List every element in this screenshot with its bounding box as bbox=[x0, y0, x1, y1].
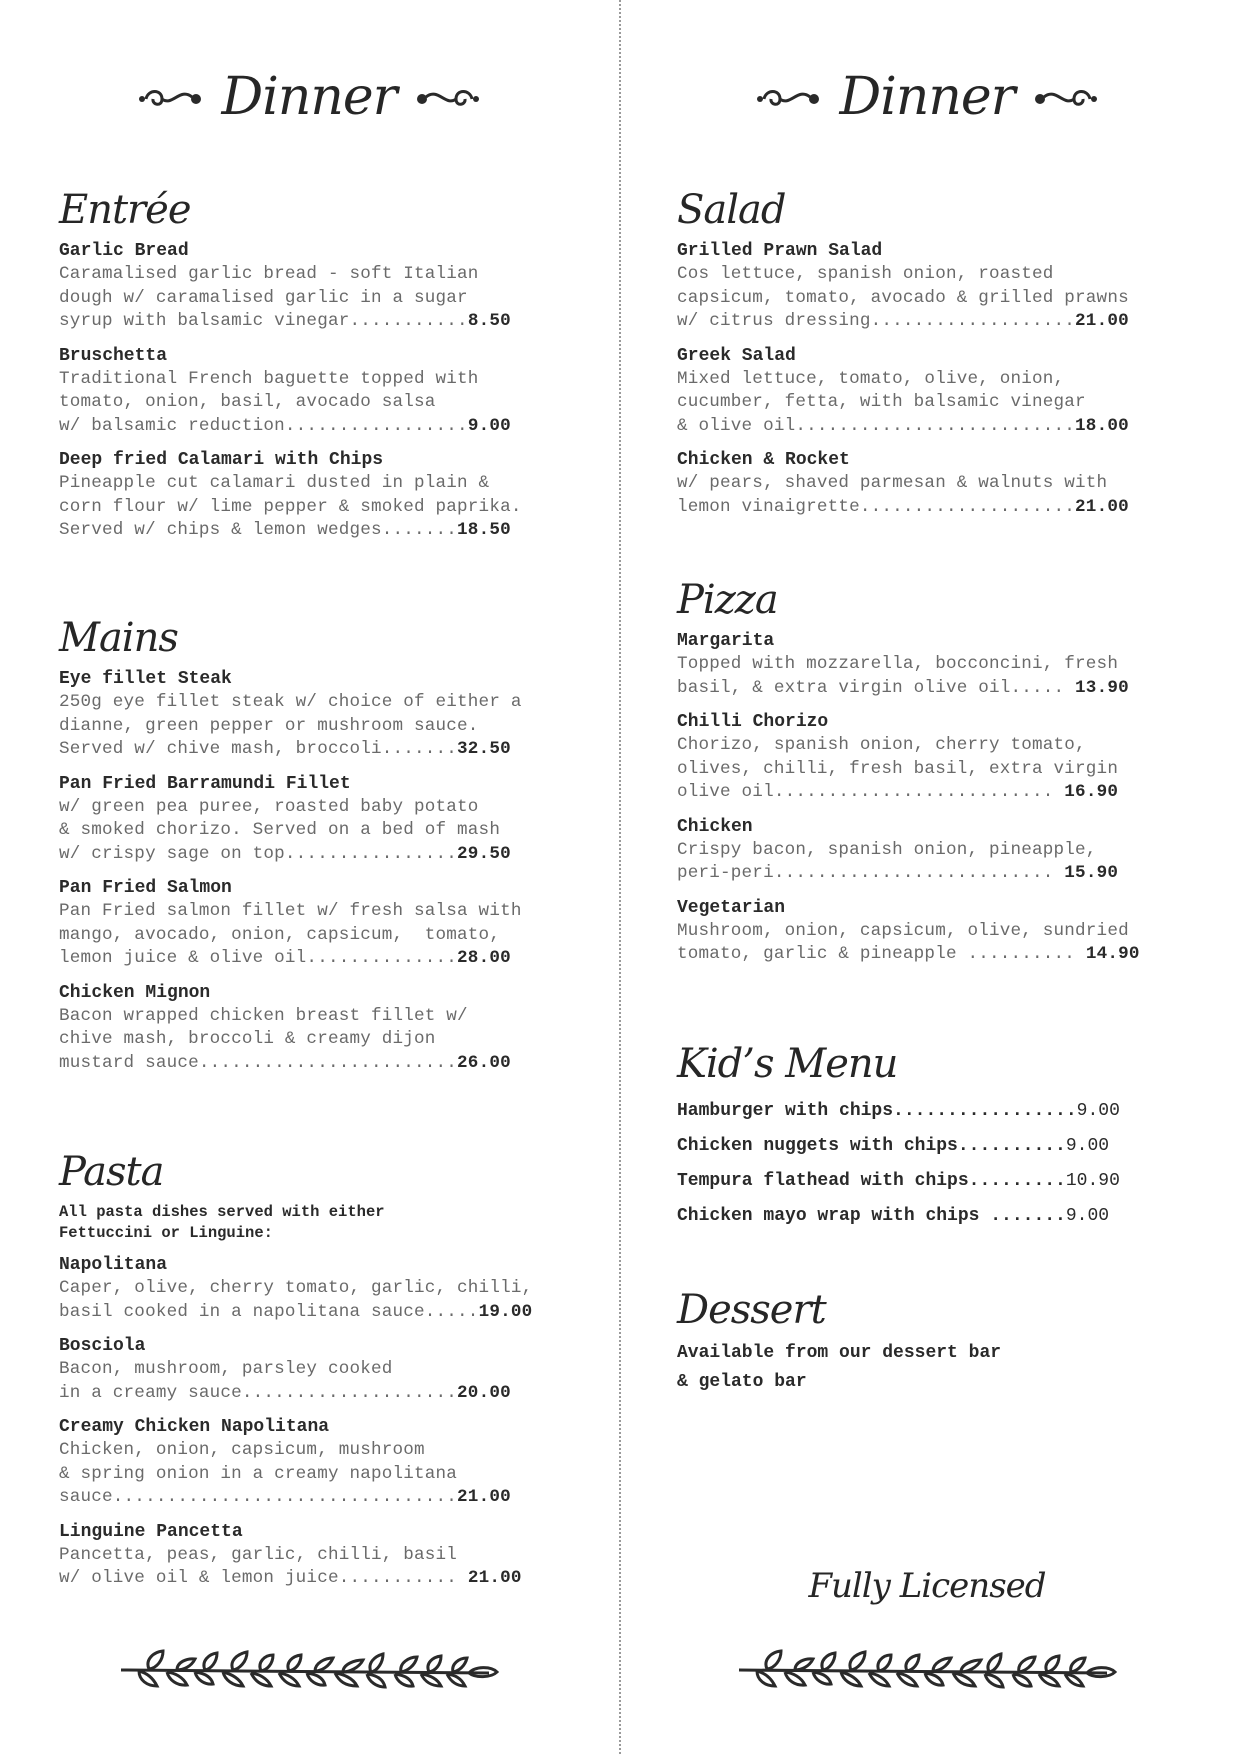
kids-item-label: Hamburger with chips................. bbox=[677, 1101, 1077, 1121]
section-title: Mains bbox=[59, 615, 178, 661]
item-desc-line: 250g eye fillet steak w/ choice of either a bbox=[59, 692, 522, 712]
section-pizza bbox=[677, 576, 1177, 978]
item-price: 14.90 bbox=[1085, 944, 1140, 964]
item-desc-last bbox=[677, 310, 1177, 334]
item-desc-leader: in a creamy sauce.................... bbox=[59, 1382, 458, 1403]
item-name: Pan Fried Barramundi Fillet bbox=[59, 773, 351, 794]
menu-item bbox=[677, 345, 1177, 439]
item-desc-line: & spring onion in a creamy napolitana bbox=[59, 1463, 458, 1484]
item-desc-leader: olive oil.......................... bbox=[677, 782, 1065, 802]
page-divider-dotted bbox=[619, 0, 621, 1754]
menu-item bbox=[59, 240, 559, 334]
kids-item-price: 9.00 bbox=[1065, 1136, 1110, 1156]
item-desc-line: Crispy bacon, spanish onion, pineapple, bbox=[677, 839, 1097, 860]
item-price: 9.00 bbox=[467, 415, 511, 436]
item-desc-line: Mixed lettuce, tomato, olive, onion, bbox=[677, 368, 1065, 389]
page-title-text: Dinner bbox=[839, 67, 1015, 127]
item-desc-last bbox=[59, 947, 559, 971]
item-desc-line: dianne, green pepper or mushroom sauce. bbox=[59, 715, 479, 736]
pasta-note-line: Fettuccini or Linguine: bbox=[59, 1224, 273, 1242]
kids-menu-item bbox=[677, 1094, 1177, 1129]
kids-item-label: Chicken mayo wrap with chips ....... bbox=[677, 1206, 1066, 1226]
item-desc-leader: w/ olive oil & lemon juice........... bbox=[59, 1568, 468, 1588]
item-name: Chicken bbox=[677, 816, 753, 837]
item-name: Creamy Chicken Napolitana bbox=[59, 1417, 330, 1437]
menu-item bbox=[677, 240, 1177, 334]
menu-item bbox=[59, 773, 559, 867]
page-title bbox=[59, 62, 559, 132]
item-desc-line: Pineapple cut calamari dusted in plain & bbox=[59, 473, 490, 493]
item-desc-line: Cos lettuce, spanish onion, roasted bbox=[677, 264, 1054, 284]
item-name: Chilli Chorizo bbox=[677, 712, 829, 732]
item-desc-last bbox=[677, 781, 1177, 805]
item-desc-line: olives, chilli, fresh basil, extra virgin bbox=[677, 758, 1119, 779]
item-price: 16.90 bbox=[1064, 782, 1119, 802]
item-desc-leader: basil cooked in a napolitana sauce..... bbox=[59, 1301, 479, 1322]
dessert-text-line: & gelato bar bbox=[677, 1372, 807, 1392]
item-name: Deep fried Calamari with Chips bbox=[59, 450, 384, 470]
item-desc-line: Bacon wrapped chicken breast fillet w/ bbox=[59, 1005, 468, 1026]
section-pasta bbox=[59, 1148, 559, 1602]
menu-item bbox=[59, 1521, 559, 1591]
item-desc-leader: lemon juice & olive oil.............. bbox=[59, 948, 458, 968]
menu-item bbox=[677, 449, 1177, 519]
item-name: Chicken & Rocket bbox=[677, 450, 850, 470]
item-name: Vegetarian bbox=[677, 897, 786, 918]
item-desc-line: w/ pears, shaved parmesan & walnuts with bbox=[677, 473, 1108, 493]
item-price: 21.00 bbox=[457, 1487, 511, 1507]
item-name: Chicken Mignon bbox=[59, 982, 211, 1003]
item-price: 19.00 bbox=[478, 1301, 533, 1322]
item-name: Linguine Pancetta bbox=[59, 1521, 243, 1542]
dessert-text-line: Available from our dessert bar bbox=[677, 1343, 1002, 1363]
item-desc-leader: & olive oil.......................... bbox=[677, 415, 1076, 436]
item-desc-line: Bacon, mushroom, parsley cooked bbox=[59, 1359, 393, 1379]
menu-item bbox=[677, 711, 1177, 805]
pasta-note-line: All pasta dishes served with either bbox=[59, 1203, 385, 1221]
item-name: Margarita bbox=[677, 631, 775, 651]
item-desc-last bbox=[59, 1567, 559, 1591]
item-desc-leader: mustard sauce........................ bbox=[59, 1052, 458, 1073]
section-entree bbox=[59, 186, 559, 554]
item-price: 21.00 bbox=[467, 1568, 522, 1588]
section-mains bbox=[59, 614, 559, 1086]
item-desc-line: Pan Fried salmon fillet w/ fresh salsa with bbox=[59, 901, 522, 921]
swirl-ornament-icon bbox=[132, 83, 206, 111]
item-name: Bosciola bbox=[59, 1336, 146, 1356]
swirl-ornament-icon bbox=[1030, 83, 1104, 111]
item-desc-leader: w/ balsamic reduction................. bbox=[59, 415, 468, 436]
item-desc-line: & smoked chorizo. Served on a bed of mash bbox=[59, 820, 501, 840]
item-desc-line: Mushroom, onion, capsicum, olive, sundried bbox=[677, 920, 1129, 941]
item-name: Greek Salad bbox=[677, 345, 796, 366]
menu-item bbox=[59, 1254, 559, 1324]
item-name: Garlic Bread bbox=[59, 241, 189, 261]
page-title bbox=[677, 62, 1177, 132]
section-dessert bbox=[677, 1286, 1177, 1396]
kids-item-price: 9.00 bbox=[1076, 1101, 1120, 1121]
item-price: 15.90 bbox=[1064, 863, 1119, 883]
item-desc-leader: sauce................................ bbox=[59, 1487, 458, 1507]
item-desc-last bbox=[59, 843, 559, 867]
menu-item bbox=[59, 345, 559, 439]
item-desc-line: Pancetta, peas, garlic, chilli, basil bbox=[59, 1544, 458, 1565]
kids-item-price: 10.90 bbox=[1065, 1171, 1120, 1191]
item-price: 28.00 bbox=[457, 948, 511, 968]
menu-item bbox=[59, 668, 559, 762]
item-price: 32.50 bbox=[457, 739, 511, 759]
item-price: 26.00 bbox=[457, 1052, 511, 1073]
item-desc-line: Chicken, onion, capsicum, mushroom bbox=[59, 1440, 425, 1460]
item-desc-leader: peri-peri.......................... bbox=[677, 863, 1065, 883]
item-desc-leader: tomato, garlic & pineapple .......... bbox=[677, 944, 1086, 964]
item-name: Eye fillet Steak bbox=[59, 669, 232, 689]
menu-item bbox=[59, 877, 559, 971]
item-price: 29.50 bbox=[457, 843, 511, 864]
item-desc-last bbox=[59, 1382, 559, 1406]
item-desc-last bbox=[677, 862, 1177, 886]
item-name: Pan Fried Salmon bbox=[59, 878, 232, 898]
item-desc-leader: basil, & extra virgin olive oil..... bbox=[677, 677, 1076, 698]
item-desc-line: Traditional French baguette topped with bbox=[59, 368, 479, 389]
item-desc-last bbox=[677, 943, 1177, 967]
item-price: 8.50 bbox=[467, 311, 511, 331]
kids-menu-item bbox=[677, 1164, 1177, 1199]
item-desc-last bbox=[59, 1301, 559, 1325]
item-desc-line: mango, avocado, onion, capsicum, tomato, bbox=[59, 924, 501, 945]
item-desc-leader: syrup with balsamic vinegar........... bbox=[59, 311, 468, 331]
leaf-vine-ornament-icon bbox=[119, 1648, 499, 1698]
section-salad bbox=[677, 186, 1177, 530]
item-desc-line: Chorizo, spanish onion, cherry tomato, bbox=[677, 735, 1086, 755]
item-desc-leader: w/ crispy sage on top................ bbox=[59, 843, 458, 864]
item-desc-line: Topped with mozzarella, bocconcini, fresh bbox=[677, 654, 1119, 674]
item-price: 13.90 bbox=[1075, 677, 1129, 698]
kids-menu-item bbox=[677, 1199, 1177, 1234]
kids-item-price: 9.00 bbox=[1065, 1206, 1110, 1226]
section-title: Kid’s Menu bbox=[677, 1041, 898, 1087]
section-title: Entrée bbox=[59, 187, 191, 233]
kids-item-label: Tempura flathead with chips......... bbox=[677, 1171, 1066, 1191]
menu-item bbox=[677, 897, 1177, 967]
menu-item bbox=[59, 449, 559, 543]
item-price: 18.50 bbox=[457, 520, 511, 540]
item-name: Grilled Prawn Salad bbox=[677, 241, 883, 261]
item-desc-last bbox=[59, 1052, 559, 1076]
kids-item-label: Chicken nuggets with chips.......... bbox=[677, 1136, 1066, 1156]
item-desc-line: Caramalised garlic bread - soft Italian bbox=[59, 264, 479, 284]
item-desc-last bbox=[59, 415, 559, 439]
item-desc-line: corn flour w/ lime pepper & smoked paprika. bbox=[59, 496, 522, 517]
menu-item bbox=[59, 1335, 559, 1405]
item-desc-line: dough w/ caramalised garlic in a sugar bbox=[59, 287, 468, 308]
item-desc-leader: Served w/ chips & lemon wedges....... bbox=[59, 520, 458, 540]
item-price: 20.00 bbox=[457, 1382, 511, 1403]
item-price: 21.00 bbox=[1075, 311, 1129, 331]
item-desc-last bbox=[677, 677, 1177, 701]
item-desc-last bbox=[59, 1486, 559, 1510]
menu-item bbox=[59, 1416, 559, 1510]
item-price: 21.00 bbox=[1075, 496, 1129, 517]
item-name: Bruschetta bbox=[59, 345, 168, 366]
item-price: 18.00 bbox=[1075, 415, 1129, 436]
item-name: Napolitana bbox=[59, 1255, 168, 1275]
menu-item bbox=[677, 630, 1177, 700]
page-title-text: Dinner bbox=[221, 67, 397, 127]
fully-licensed-label: Fully Licensed bbox=[808, 1566, 1046, 1606]
item-desc-last bbox=[59, 310, 559, 334]
swirl-ornament-icon bbox=[412, 83, 486, 111]
section-kids-menu bbox=[677, 1040, 1177, 1234]
item-desc-last bbox=[677, 415, 1177, 439]
section-title: Dessert bbox=[677, 1287, 826, 1333]
item-desc-leader: lemon vinaigrette.................... bbox=[677, 496, 1076, 517]
item-desc-line: w/ green pea puree, roasted baby potato bbox=[59, 796, 479, 817]
item-desc-line: capsicum, tomato, avocado & grilled prawns bbox=[677, 287, 1129, 308]
item-desc-last bbox=[59, 738, 559, 762]
swirl-ornament-icon bbox=[750, 83, 824, 111]
kids-menu-item bbox=[677, 1129, 1177, 1164]
menu-item bbox=[59, 982, 559, 1076]
section-title: Salad bbox=[677, 187, 786, 233]
item-desc-last bbox=[59, 519, 559, 543]
item-desc-line: chive mash, broccoli & creamy dijon bbox=[59, 1029, 436, 1049]
item-desc-last bbox=[677, 496, 1177, 520]
section-title: Pasta bbox=[59, 1149, 164, 1195]
item-desc-leader: w/ citrus dressing................... bbox=[677, 311, 1076, 331]
item-desc-leader: Served w/ chive mash, broccoli....... bbox=[59, 739, 458, 759]
menu-item bbox=[677, 816, 1177, 886]
item-desc-line: Caper, olive, cherry tomato, garlic, chilli, bbox=[59, 1278, 533, 1298]
leaf-vine-ornament-icon bbox=[737, 1648, 1117, 1698]
item-desc-line: tomato, onion, basil, avocado salsa bbox=[59, 392, 436, 412]
item-desc-line: cucumber, fetta, with balsamic vinegar bbox=[677, 392, 1086, 412]
section-title: Pizza bbox=[677, 577, 778, 623]
